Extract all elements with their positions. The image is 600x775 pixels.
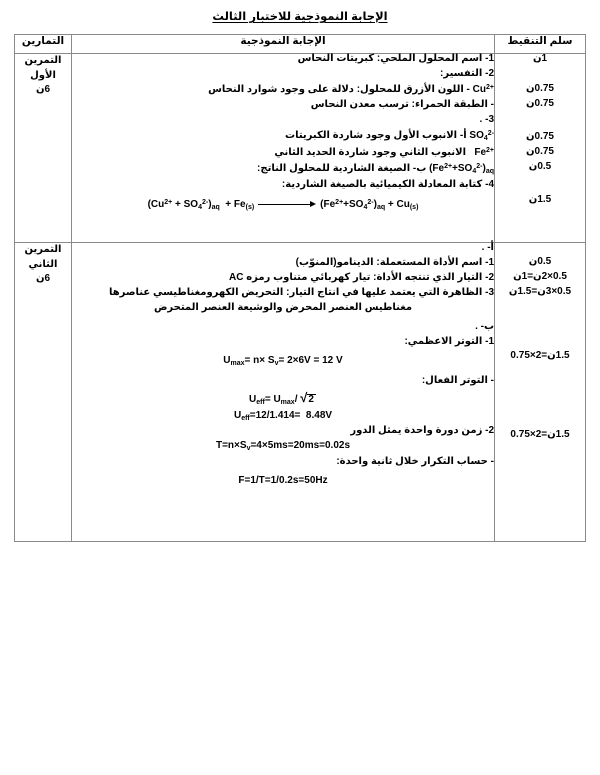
mark-value: 0.75ن — [525, 131, 554, 142]
answer-cell-exercise2 — [72, 243, 495, 542]
formula-ueff — [72, 391, 494, 406]
answer-line-b4: - حساب التكرار خلال ثانية واحدة: — [336, 456, 494, 467]
answer-line-b3: 2- زمن دورة واحدة يمثل الدور — [350, 425, 494, 437]
answer-line-q2a — [72, 84, 494, 95]
column-header-marks: سلم التنقيط — [495, 35, 586, 54]
page-title — [0, 0, 600, 29]
marks-cell-exercise2 — [495, 243, 586, 542]
mark-value: 1.5ن=2×0.75 — [510, 429, 570, 440]
column-header-exercises: التمارين — [15, 35, 72, 54]
chemical-equation — [72, 199, 494, 211]
exercise-label-line: الثاني — [28, 258, 58, 270]
mark-value: 0.75ن — [525, 83, 554, 94]
mark-value: 1ن — [532, 53, 548, 64]
formula-ueff-result — [72, 411, 494, 422]
exercise-label-line: التمرين — [24, 55, 62, 66]
table-header-row — [15, 35, 586, 54]
formula-period-expression: $T=n\times S_v=4\times 5ms=20ms=0.02s$ — [215, 440, 351, 452]
mark-value: 0.75ن — [525, 146, 554, 157]
exercise-total-marks: 6ن — [35, 273, 51, 284]
ion-formula-cu2plus: $Cu^{2+}$ — [472, 84, 494, 96]
mark-value: 1.5ن=2×0.75 — [510, 350, 570, 361]
exercise-label-cell-2 — [15, 243, 72, 542]
mark-value: 0.5×2ن=1ن — [513, 271, 567, 282]
answer-line-a3b: مغناطيس العنصر المحرض والوشيعة العنصر المتحرض — [153, 302, 413, 313]
answer-line-a3: 3- الظاهرة التي يعتمد عليها في انتاج التيار: التحريض الكهرومغناطيسي عناصرها — [108, 287, 494, 298]
exercise-label-line: الأول — [30, 69, 56, 81]
formula-frequency — [72, 476, 494, 486]
table-row — [15, 243, 586, 542]
formula-umax — [72, 356, 494, 367]
exercise-label-line: التمرين — [24, 244, 62, 255]
square-root-icon: √ — [300, 389, 308, 405]
mark-value: 0.5ن — [528, 256, 552, 267]
answer-line-q3a — [72, 130, 494, 142]
ion-formula-sulfate: $SO_4^{2-}$ — [469, 130, 494, 143]
answer-cell-exercise1 — [72, 54, 495, 243]
exercise-label-cell-1 — [15, 54, 72, 243]
answer-line-q3b-text: الانبوب الثاني وجود شاردة الحديد الثاني — [274, 147, 466, 159]
formula-frequency-expression: F=1/T=1/0.2s=50Hz — [238, 475, 328, 486]
answer-line-q2a-text: - اللون الأزرق للمحلول: دلالة على وجود شوارد النحاس — [208, 84, 470, 96]
chemical-equation-expression: $(Cu^{2+} + SO_4^{2-})_{aq} + Fe_{(s)}$ $(Fe^{2+}+SO_4^{2-})_{aq} + Cu_{(s)}$ — [147, 199, 419, 211]
ion-formula-fe2plus: $Fe^{2+}$ — [474, 147, 494, 159]
answer-line-part-a: أ- . — [481, 242, 494, 253]
formula-ueff-expression: $U_{eff}= U_{max}/$ √2 — [249, 389, 314, 406]
page-title-text: الإجابة النموذجية للاختبار الثالث — [212, 11, 388, 23]
answer-line-part-b: ب- . — [475, 321, 494, 332]
answer-line-q3b — [72, 147, 494, 158]
reaction-arrow-icon — [258, 201, 316, 208]
answer-line-a1: 1- اسم الأداة المستعملة: الدينامو(المنوّب) — [295, 257, 494, 268]
answer-line-q4: 4- كتابة المعادلة الكيميائية بالصيغة الشاردية: — [281, 179, 494, 191]
table-row — [15, 54, 586, 243]
mark-value: 1.5ن — [528, 194, 552, 205]
mark-value: 0.5×3ن=1.5ن — [508, 286, 572, 297]
answer-line-q1: 1- اسم المحلول الملحي: كبريتات النحاس — [297, 53, 494, 64]
answer-line-q3c-text: ب- الصيغة الشاردية للمحلول الناتج: — [257, 163, 427, 175]
formula-umax-expression: $U_{max}= n\times S_v= 2\times 6V = 12$ V — [223, 355, 343, 367]
mark-value: 0.5ن — [528, 161, 552, 172]
answer-line-q3a-text: أ- الانبوب الأول وجود شاردة الكبريتات — [285, 130, 467, 142]
radicand-2: 2 — [308, 393, 314, 405]
answer-line-q3c — [72, 163, 494, 175]
exercise-total-marks: 6ن — [35, 84, 51, 95]
formula-ueff-result-expression: $U_{eff}=12/1.414= 8.48V$ — [233, 409, 333, 422]
answer-line-b1: 1- التوتر الاعظمي: — [404, 336, 494, 347]
marks-cell-exercise1 — [495, 54, 586, 243]
formula-period — [72, 441, 494, 452]
mark-value: 0.75ن — [525, 98, 554, 109]
answer-line-q2b: - الطبقة الحمراء: ترسب معدن النحاس — [310, 99, 494, 111]
ionic-formula-product: $(Fe^{2+}+SO_4^{2-})_{aq}$ — [429, 163, 494, 176]
answer-line-q2: 2- التفسير: — [440, 68, 494, 79]
answer-line-q3: 3- . — [479, 114, 494, 126]
answer-line-a2: 2- التيار الذي تنتجه الأداة: تيار كهربائي متناوب رمزه AC — [228, 272, 494, 283]
answer-key-table — [14, 34, 586, 542]
answer-line-b2: - التوتر الفعال: — [421, 374, 494, 386]
column-header-answer: الإجابة النموذجية — [72, 35, 495, 54]
